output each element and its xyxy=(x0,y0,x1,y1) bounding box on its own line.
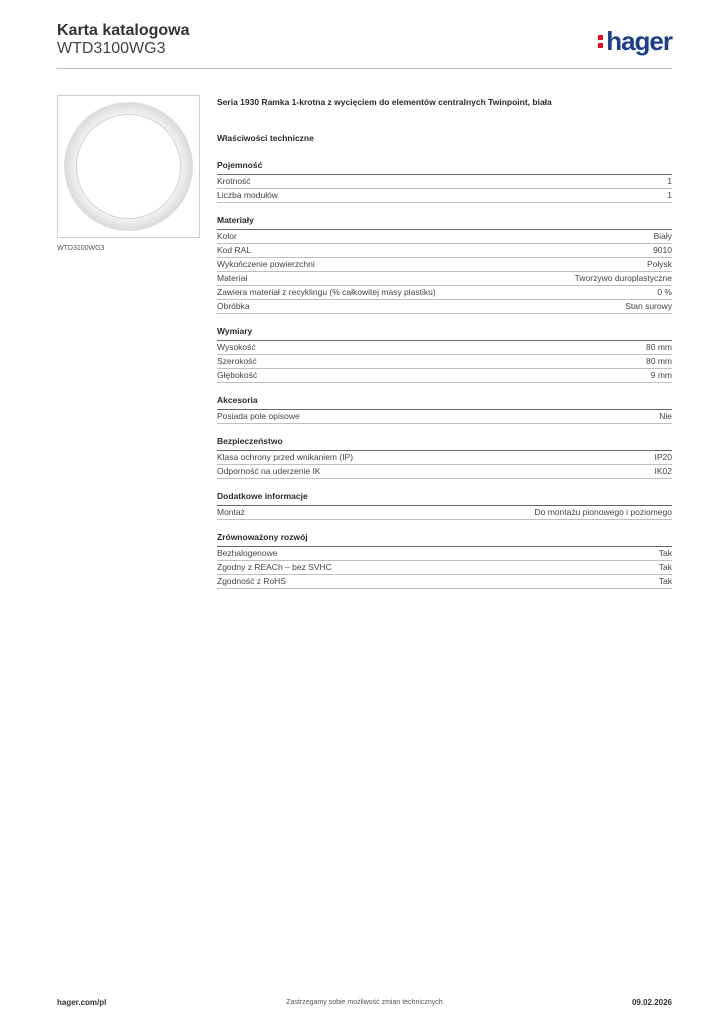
logo-text: hager xyxy=(606,26,672,56)
section-title: Wymiary xyxy=(217,326,672,341)
spec-row xyxy=(217,561,672,575)
spec-value: 80 mm xyxy=(646,342,672,352)
document-title: Karta katalogowa xyxy=(57,22,190,39)
spec-label: Zawiera materiał z recyklingu (% całkowitej masy plastiku) xyxy=(217,287,436,297)
spec-label: Kolor xyxy=(217,231,237,241)
spec-value: 1 xyxy=(667,190,672,200)
spec-section xyxy=(217,326,672,383)
spec-value: Do montażu pionowego i poziomego xyxy=(534,507,672,517)
properties-heading: Właściwości techniczne xyxy=(217,133,314,143)
spec-sections xyxy=(217,160,672,589)
document-footer xyxy=(57,997,672,1009)
spec-row xyxy=(217,175,672,189)
spec-section xyxy=(217,491,672,520)
spec-section xyxy=(217,532,672,589)
spec-row xyxy=(217,465,672,479)
spec-row xyxy=(217,547,672,561)
spec-label: Posiada pole opisowe xyxy=(217,411,300,421)
spec-label: Liczba modułów xyxy=(217,190,278,200)
spec-value: IK02 xyxy=(654,466,672,476)
spec-label: Wykończenie powierzchni xyxy=(217,259,315,269)
spec-label: Montaż xyxy=(217,507,245,517)
spec-value: Tak xyxy=(658,576,672,586)
spec-value: Tak xyxy=(658,562,672,572)
spec-section xyxy=(217,436,672,479)
spec-value: 9010 xyxy=(653,245,672,255)
spec-value: 80 mm xyxy=(646,356,672,366)
spec-label: Szerokość xyxy=(217,356,257,366)
footer-date: 09.02.2026 xyxy=(631,998,672,1007)
spec-label: Odporność na uderzenie IK xyxy=(217,466,321,476)
section-title: Bezpieczeństwo xyxy=(217,436,672,451)
spec-row xyxy=(217,244,672,258)
spec-value: 9 mm xyxy=(650,370,672,380)
spec-row xyxy=(217,575,672,589)
spec-value: Tak xyxy=(658,548,672,558)
spec-label: Kod RAL xyxy=(217,245,252,255)
spec-row xyxy=(217,355,672,369)
section-title: Dodatkowe informacje xyxy=(217,491,672,506)
spec-value: 0 % xyxy=(657,287,672,297)
spec-value: IP20 xyxy=(654,452,672,462)
spec-value: Biały xyxy=(653,231,672,241)
spec-label: Krotność xyxy=(217,176,251,186)
image-caption: WTD3100WG3 xyxy=(57,245,105,252)
frame-ring-icon xyxy=(58,96,199,237)
product-code: WTD3100WG3 xyxy=(57,40,166,57)
spec-section xyxy=(217,215,672,314)
spec-row xyxy=(217,341,672,355)
section-title: Akcesoria xyxy=(217,395,672,410)
footer-website: hager.com/pl xyxy=(57,998,107,1007)
spec-label: Zgodny z REACh – bez SVHC xyxy=(217,562,332,572)
spec-label: Obróbka xyxy=(217,301,250,311)
spec-row xyxy=(217,506,672,520)
spec-label: Wysokość xyxy=(217,342,256,352)
spec-row xyxy=(217,272,672,286)
spec-value: Nie xyxy=(659,411,672,421)
spec-value: 1 xyxy=(667,176,672,186)
spec-row xyxy=(217,230,672,244)
spec-row xyxy=(217,258,672,272)
product-description: Seria 1930 Ramka 1-krotna z wycięciem do elementów centralnych Twinpoint, biała xyxy=(217,97,552,107)
spec-label: Głębokość xyxy=(217,370,258,380)
spec-row xyxy=(217,300,672,314)
spec-value: Tworzywo duroplastyczne xyxy=(574,273,672,283)
spec-label: Zgodność z RoHS xyxy=(217,576,286,586)
logo-dots-icon xyxy=(598,31,604,51)
spec-value: Połysk xyxy=(646,259,672,269)
spec-row xyxy=(217,369,672,383)
spec-content xyxy=(217,96,672,601)
header-divider xyxy=(57,68,672,69)
spec-row xyxy=(217,451,672,465)
spec-row xyxy=(217,189,672,203)
spec-label: Bezhalogenowe xyxy=(217,548,278,558)
section-title: Zrównoważony rozwój xyxy=(217,532,672,547)
spec-row xyxy=(217,286,672,300)
document-header xyxy=(57,22,672,68)
section-title: Materiały xyxy=(217,215,672,230)
spec-label: Klasa ochrony przed wnikaniem (IP) xyxy=(217,452,354,462)
spec-section xyxy=(217,160,672,203)
product-image xyxy=(57,95,200,238)
section-title: Pojemność xyxy=(217,160,672,175)
spec-value: Stan surowy xyxy=(625,301,672,311)
spec-row xyxy=(217,410,672,424)
hager-logo xyxy=(598,28,672,54)
spec-section xyxy=(217,395,672,424)
footer-notice: Zastrzegamy sobie możliwość zmian technicznych xyxy=(286,999,443,1006)
spec-label: Materiał xyxy=(217,273,248,283)
